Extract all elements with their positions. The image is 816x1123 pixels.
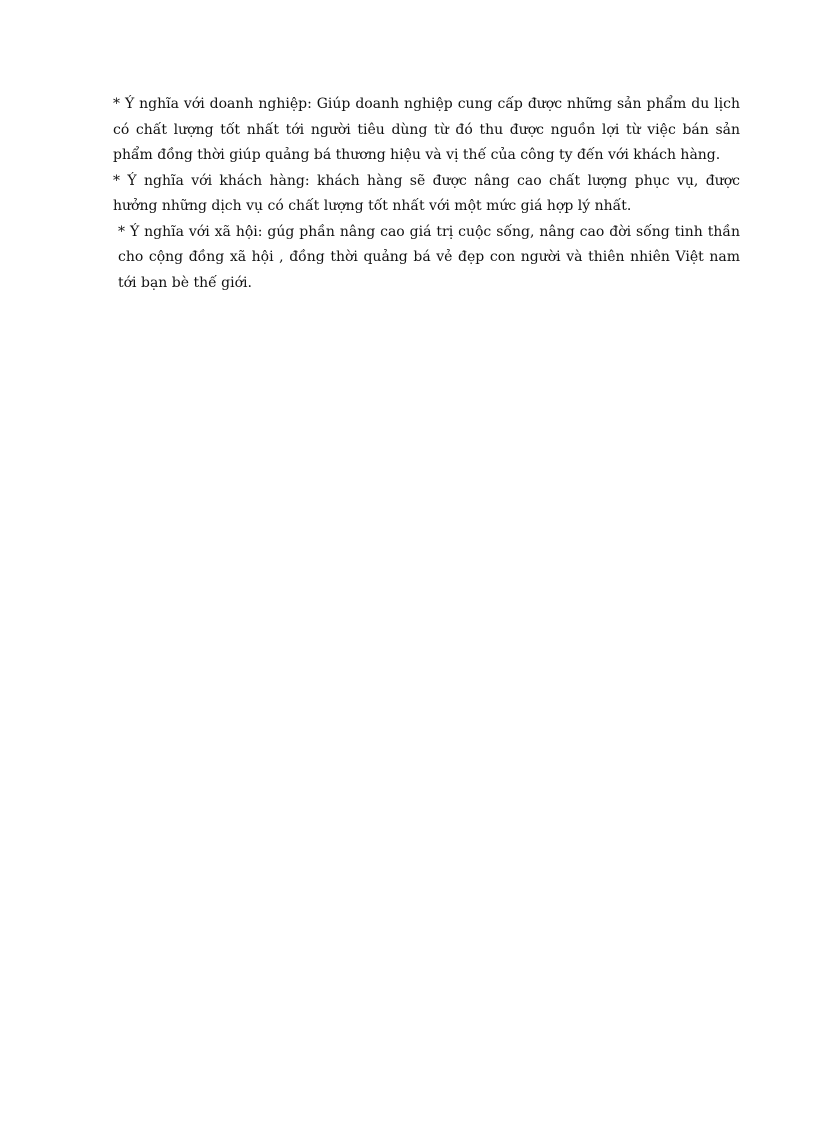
paragraph-social-significance: * Ý nghĩa với xã hội: gúg phần nâng cao giá trị cuộc sống, nâng cao đời sống tinh thần cho cộng đồng xã hội , đồng thời quảng bá vẻ đẹp con người và thiên nhiên Việt nam tới bạn bè thế giới.: [118, 223, 740, 291]
paragraph-business-significance: * Ý nghĩa với doanh nghiệp: Giúp doanh nghiệp cung cấp được những sản phẩm du lịch có chất lượng tốt nhất tới người tiêu dùng từ đó thu được nguồn lợi từ việc bán sản phẩm đồng thời giúp quảng bá thương hiệu và vị thế của công ty đến với khách hàng.: [113, 96, 740, 163]
document-body: [113, 92, 740, 296]
paragraph-customer-significance: * Ý nghĩa với khách hàng: khách hàng sẽ được nâng cao chất lượng phục vụ, được hưởng những dịch vụ có chất lượng tốt nhất với một mức giá hợp lý nhất.: [113, 172, 740, 214]
